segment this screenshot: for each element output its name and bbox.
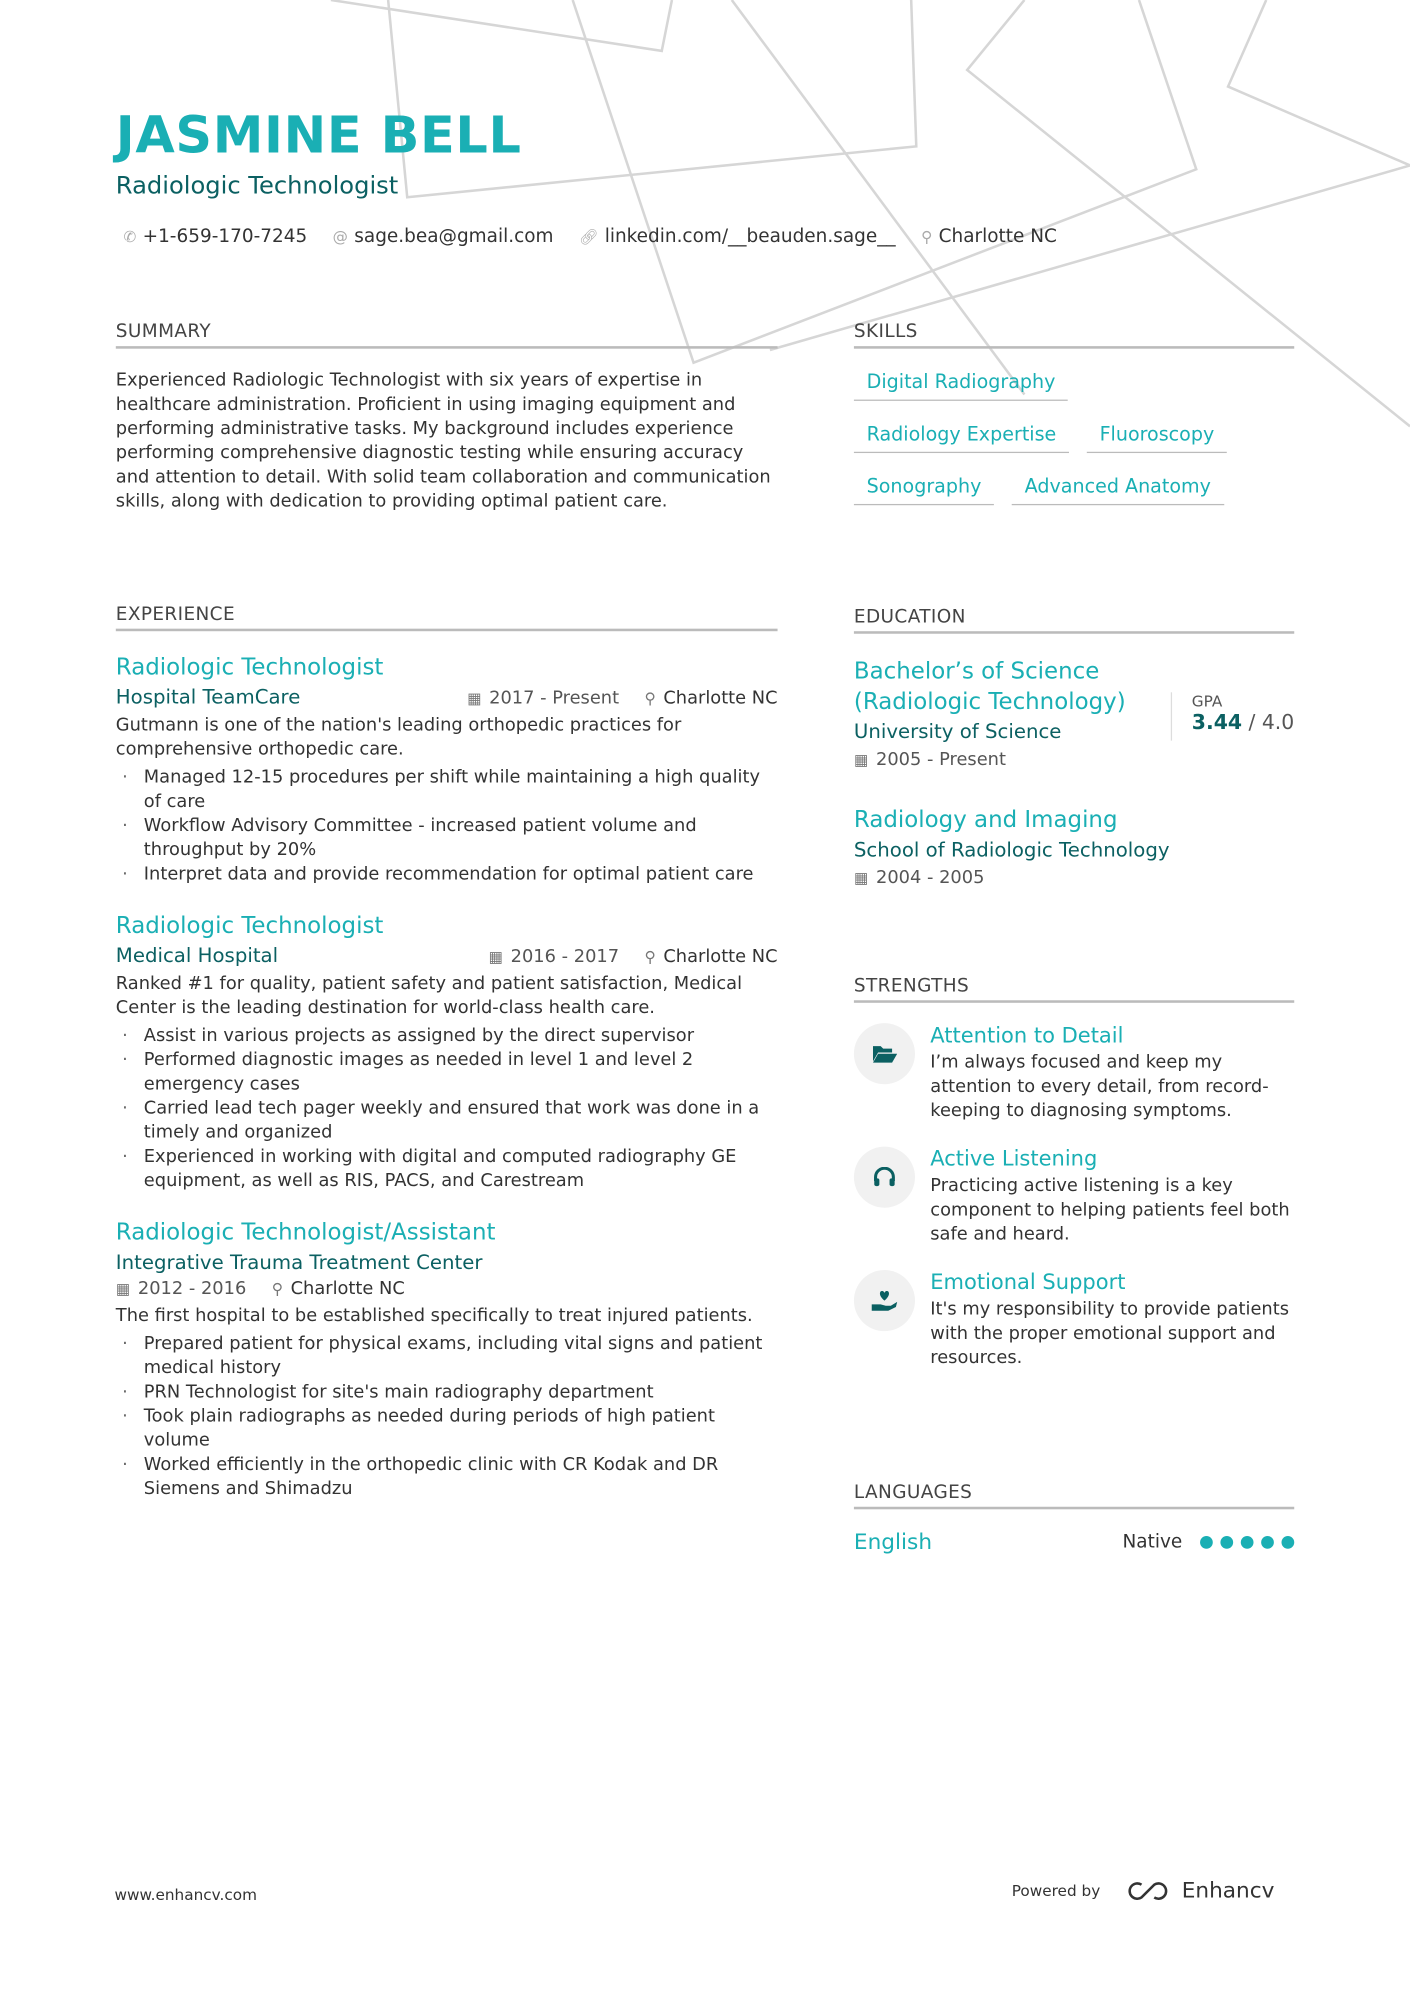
bullet: · Workflow Advisory Committee - increased patient volume and throughput by 20%	[144, 814, 778, 862]
skill-tag: Digital Radiography	[854, 363, 1068, 401]
bullet: · Managed 12-15 procedures per shift while maintaining a high quality of care	[144, 766, 778, 814]
footer-website[interactable]: www.enhancv.com	[114, 1885, 257, 1904]
language-name: English	[853, 1529, 933, 1556]
summary-section	[116, 322, 778, 514]
job-location: Charlotte NC	[663, 946, 778, 968]
strengths-section	[854, 976, 1294, 1371]
job-title: Radiologic Technologist/Assistant	[115, 1219, 496, 1246]
bullet: · Interpret data and provide recommendation for optimal patient care	[144, 863, 778, 887]
strength-text: It's my responsibility to provide patients with the proper emotional support and resources.	[930, 1299, 1289, 1369]
skill-tag: Fluoroscopy	[1087, 415, 1227, 453]
job-entry	[116, 654, 778, 887]
gpa-block	[1170, 692, 1294, 740]
job-dates: 2017 - Present	[489, 688, 620, 709]
languages-heading: LANGUAGES	[854, 1483, 1294, 1510]
skill-tag: Sonography	[854, 467, 994, 505]
strength-title: Active Listening	[930, 1146, 1098, 1171]
strength-title: Attention to Detail	[930, 1023, 1124, 1048]
skills-list	[854, 349, 1294, 506]
bullet: · Prepared patient for physical exams, including vital signs and patient medical history	[144, 1332, 778, 1380]
education-entry	[854, 657, 1294, 770]
skills-section	[854, 322, 1294, 505]
degree: Radiology and Imaging	[853, 806, 1118, 834]
contact-bar	[123, 227, 1056, 247]
bullet: · Worked efficiently in the orthopedic clinic with CR Kodak and DR Siemens and Shimadzu	[144, 1453, 778, 1501]
job-description: Gutmann is one of the nation's leading orthopedic practices for comprehensive orthopedic care.	[115, 715, 682, 760]
candidate-name: JASMINE BELL	[115, 106, 522, 166]
job-title: Radiologic Technologist	[115, 912, 384, 940]
school: School of Radiologic Technology	[853, 838, 1170, 862]
calendar-icon: ▦	[853, 869, 869, 888]
edu-dates: 2005 - Present	[875, 749, 1006, 770]
job-bullets	[116, 766, 778, 887]
job-company: Integrative Trauma Treatment Center	[115, 1250, 483, 1274]
education-section	[854, 607, 1294, 888]
degree: Bachelor’s of Science (Radiologic Technology)	[853, 657, 1126, 716]
bullet: · Assist in various projects as assigned by the direct supervisor	[144, 1024, 778, 1048]
candidate-title: Radiologic Technologist	[115, 171, 399, 200]
folder-open-icon	[854, 1023, 915, 1084]
languages-section	[854, 1483, 1294, 1556]
contact-phone[interactable]	[123, 227, 307, 247]
job-dates: 2012 - 2016	[137, 1278, 247, 1300]
job-bullets	[116, 1024, 778, 1193]
job-bullets	[116, 1332, 778, 1501]
education-entry	[854, 806, 1294, 889]
job-company: Hospital TeamCare	[115, 685, 301, 709]
rating-dot	[1200, 1536, 1213, 1549]
strength-title: Emotional Support	[930, 1270, 1126, 1295]
contact-email[interactable]	[333, 227, 554, 247]
skills-heading: SKILLS	[854, 322, 1294, 349]
gpa-value: 3.44	[1191, 710, 1243, 735]
bullet: · Experienced in working with digital and computed radiography GE equipment, as well as RIS, PACS, and Carestream	[144, 1145, 778, 1193]
job-description: Ranked #1 for quality, patient safety and patient satisfaction, Medical Center is the leading destination for world-class health care.	[115, 973, 743, 1019]
phone-text: +1-659-170-7245	[142, 226, 308, 247]
strength-item	[854, 1147, 1294, 1248]
bullet: · Took plain radiographs as needed during periods of high patient volume	[144, 1405, 778, 1453]
bullet: · Performed diagnostic images as needed in level 1 and level 2 emergency cases	[144, 1049, 778, 1097]
bullet: · Carried lead tech pager weekly and ensured that work was done in a timely and organized	[144, 1097, 778, 1145]
calendar-icon: ▦	[853, 750, 869, 769]
bullet: · PRN Technologist for site's main radiography department	[144, 1381, 778, 1405]
job-title: Radiologic Technologist	[115, 654, 384, 681]
rating-dot	[1261, 1536, 1274, 1549]
job-description: The first hospital to be established specifically to treat injured patients.	[115, 1305, 753, 1327]
strength-item	[854, 1270, 1294, 1371]
job-location: Charlotte NC	[290, 1278, 405, 1300]
skill-tag: Advanced Anatomy	[1012, 467, 1224, 505]
strengths-heading: STRENGTHS	[854, 976, 1294, 1003]
at-icon: @	[332, 227, 348, 246]
location-icon: ⚲	[271, 1280, 283, 1299]
job-location: Charlotte NC	[663, 688, 778, 709]
education-heading: EDUCATION	[854, 607, 1294, 634]
powered-by: Powered by	[1011, 1882, 1101, 1900]
calendar-icon: ▦	[467, 689, 482, 708]
headphones-icon	[854, 1147, 915, 1208]
rating-dot	[1220, 1536, 1233, 1549]
strength-text: I’m always focused and keep my attention to every detail, from record-keeping to diagnosing symptoms.	[930, 1052, 1269, 1122]
job-dates: 2016 - 2017	[510, 946, 620, 968]
link-icon: 🔗︎	[578, 227, 599, 246]
summary-heading: SUMMARY	[116, 322, 778, 349]
job-entry	[116, 912, 778, 1193]
gpa-label: GPA	[1191, 692, 1223, 711]
footer-brand	[1012, 1878, 1275, 1903]
job-company: Medical Hospital	[115, 944, 279, 968]
rating-dot	[1282, 1536, 1295, 1549]
enhancv-logo-icon	[1123, 1878, 1171, 1903]
location-icon: ⚲	[644, 689, 656, 708]
school: University of Science	[853, 720, 1062, 744]
rating-dot	[1241, 1536, 1254, 1549]
language-level: Native	[1122, 1532, 1183, 1553]
calendar-icon: ▦	[488, 948, 503, 966]
hand-heart-icon	[854, 1270, 915, 1331]
job-entry	[116, 1219, 778, 1502]
gpa-max: / 4.0	[1248, 710, 1295, 735]
contact-linkedin[interactable]	[579, 227, 896, 247]
summary-text: Experienced Radiologic Technologist with six years of expertise in healthcare administration. Proficient in using imaging equipment and performing administrative tasks. My background includes experience performing comprehensive diagnostic testing while ensuring accuracy and attention to detail. With solid team collaboration and communication skills, along with dedication to providing optimal patient care.	[115, 370, 771, 512]
location-icon: ⚲	[644, 948, 656, 966]
email-text: sage.bea@gmail.com	[354, 226, 554, 247]
linkedin-text: linkedin.com/__beauden.sage__	[604, 226, 896, 247]
calendar-icon: ▦	[115, 1280, 131, 1299]
location-icon: ⚲	[921, 227, 933, 246]
location-text: Charlotte NC	[938, 226, 1057, 247]
edu-dates: 2004 - 2005	[875, 867, 985, 889]
phone-icon: ✆	[123, 227, 137, 246]
experience-section	[116, 604, 778, 1501]
brand-name: Enhancv	[1181, 1878, 1275, 1904]
skill-tag: Radiology Expertise	[854, 415, 1069, 453]
language-rating	[1200, 1536, 1294, 1549]
strength-text: Practicing active listening is a key component to helping patients feel both safe and heard.	[930, 1175, 1290, 1245]
strength-item	[854, 1023, 1294, 1124]
experience-heading: EXPERIENCE	[116, 604, 778, 631]
language-item	[854, 1530, 1294, 1555]
contact-location	[921, 227, 1057, 247]
